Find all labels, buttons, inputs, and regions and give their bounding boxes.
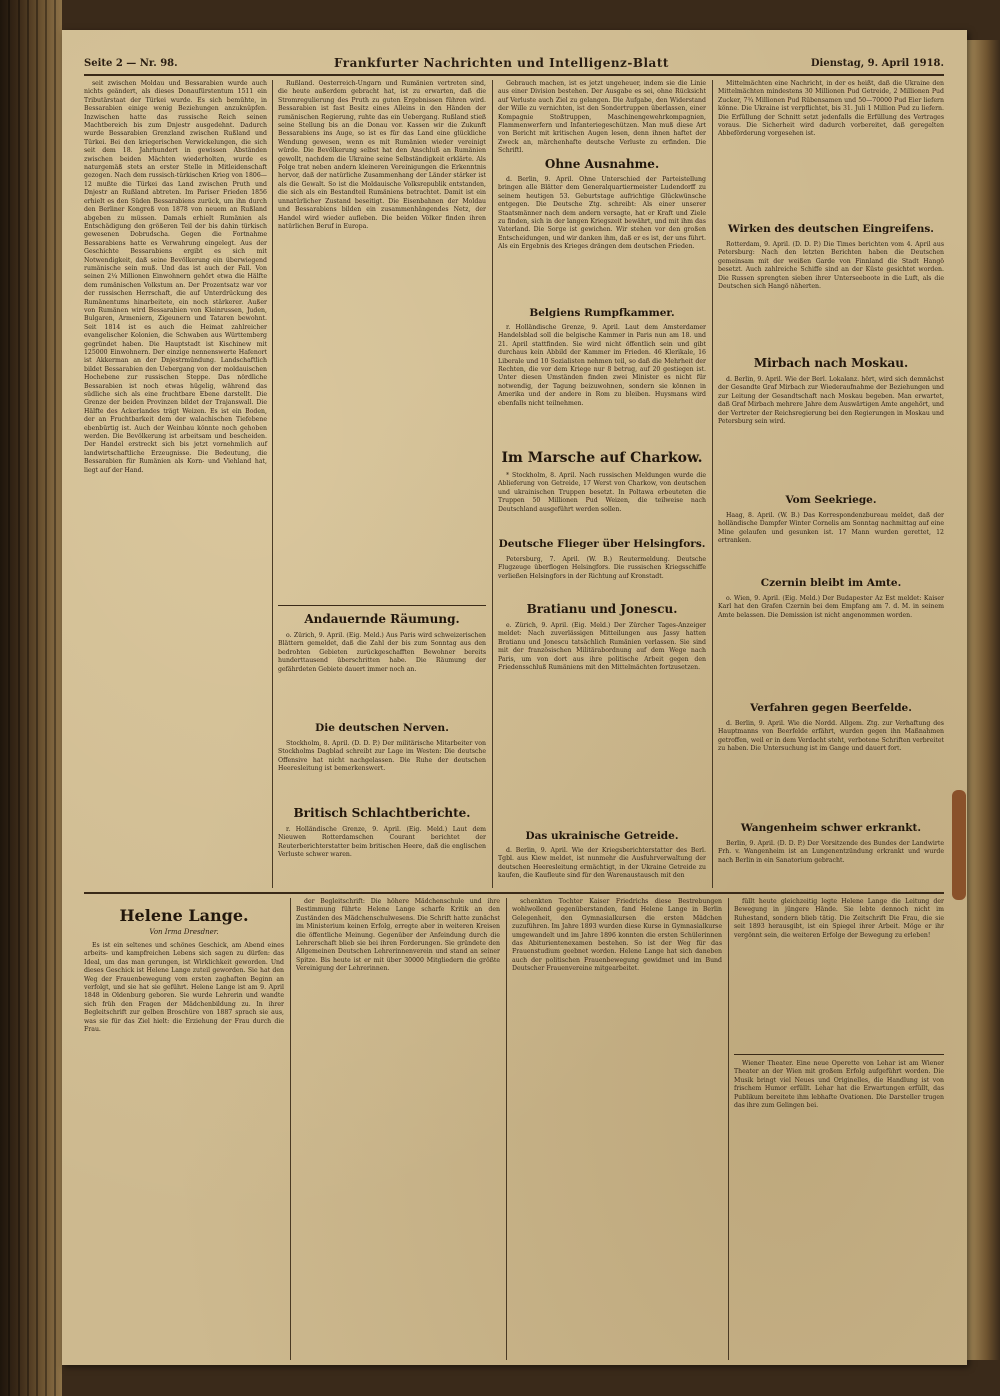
article-nerven: Stockholm, 8. April. (D. D. P.) Der militärische Mitarbeiter von Stockholms Dagblad schreibt zur Lage im Westen: Die deutsche Offensive hat nicht nachgelassen. Die Ruhe der deutschen Heeresleitung ist bemerkenswert. bbox=[278, 740, 486, 773]
headline-britisch: Britisch Schlachtberichte. bbox=[293, 806, 471, 820]
article-beerfelde: d. Berlin, 9. April. Wie die Nordd. Allgem. Ztg. zur Verhaftung des Hauptmanns von Beerfelde erfährt, wurden gegen ihn Maßnahmen getroffen, weil er in dem Verdacht steht, verbotene Schriften verbreitet zu haben. Die Untersuchung ist im Gange und dauert fort. bbox=[718, 720, 944, 753]
headline-eingreifen: Wirken des deutschen Eingreifens. bbox=[728, 223, 934, 235]
headline-seekriege: Vom Seekriege. bbox=[785, 494, 877, 506]
headline-mirbach: Mirbach nach Moskau. bbox=[753, 356, 909, 370]
headline-raeumung: Andauernde Räumung. bbox=[304, 612, 460, 626]
article-flieger: Petersburg, 7. April. (W. B.) Reutermeldung. Deutsche Flugzeuge überflogen Helsingfors. Die russischen Kriegsschiffe verließen Helsingfors in der Richtung auf Kronstadt. bbox=[498, 556, 706, 580]
column-2 bbox=[278, 80, 486, 600]
book-binding bbox=[0, 0, 62, 1396]
page-number: Seite 2 — Nr. 98. bbox=[84, 58, 178, 69]
feuilleton-col-2: der Begleitschrift: Die höhere Mädchenschule und ihre Bestimmung führte Helene Lange scharfe Kritik an den Zuständen des Mädchenschulwesens. Die Schrift hatte zunächst im Ministerium keinen Erfolg, erregte aber in weiteren Kreisen die öffentliche Meinung. Gegenüber der Anfeindung durch die Lehrerschaft blieb sie bei ihren Forderungen. Sie gründete den Allgemeinen Deutschen Lehrerinnenverein und stand an seiner Spitze. Bis heute ist er mit über 30000 Mitgliedern die größte Vereinigung der Lehrerinnen. bbox=[296, 898, 500, 973]
masthead: Frankfurter Nachrichten und Intelligenz-Blatt bbox=[334, 56, 669, 70]
headline-nerven: Die deutschen Nerven. bbox=[315, 722, 449, 734]
page-header bbox=[84, 56, 944, 76]
article-czernin: o. Wien, 9. April. (Eig. Meld.) Der Budapester Az Est meldet: Kaiser Karl hat den Grafen Czernin bei dem Empfang am 7. d. M. in seinem Amte belassen. Die Demission ist nicht angenommen worden. bbox=[718, 595, 944, 619]
article-mirbach: d. Berlin, 9. April. Wie der Berl. Lokalanz. hört, wird sich demnächst der Gesandte Graf Mirbach zur Wiederaufnahme der Beziehungen und zur Leitung der Gesandtschaft nach Moskau begeben. Man erwartet, daß Graf Mirbach mehrere Jahre dem Auswärtigen Amte angehört, und der Vertreter der Reichsregierung bei den Regierungen in Moskau und Petersburg sein wird. bbox=[718, 376, 944, 426]
article-seekriege: Haag, 8. April. (W. B.) Das Korrespondenzbureau meldet, daß der holländische Dampfer Winter Cornelis am Sonntag nachmittag auf eine Mine gelaufen und gesunken ist. 17 Mann wurden gerettet, 12 ertranken. bbox=[718, 512, 944, 545]
headline-bratianu: Bratianu und Jonescu. bbox=[526, 602, 678, 616]
feuilleton-col-3: schenkten Tochter Kaiser Friedrichs diese Bestrebungen wohlwollend gegenüberstanden, fand Helene Lange in Berlin Gelegenheit, den Gymnasialkursen die ersten Mädchen zuzuführen. Im Jahre 1893 wurden diese Kurse in Gymnasialkurse umgewandelt und im Jahre 1896 konnten die ersten Schülerinnen das Abiturientenexamen bestehen. So ist der Weg für das Frauenstudium geebnet worden. Helene Lange hat sich daneben auch der politischen Frauenbewegung gewidmet und im Bund Deutscher Frauenvereine mitgearbeitet. bbox=[512, 898, 722, 973]
headline-charkow: Im Marsche auf Charkow. bbox=[501, 450, 703, 466]
article-bratianu: e. Zürich, 9. April. (Eig. Meld.) Der Zürcher Tages-Anzeiger meldet: Nach zuverlässigen Mitteilungen aus Jassy hatten Bratianu und Jonescu tatsächlich Rumänien verlassen. Sie sind mit der französischen Militärabordnung auf dem Wege nach Paris, um von dort aus ihre politische Arbeit gegen den Friedensschluß Rumäniens mit den Mittelmächten fortzusetzen. bbox=[498, 622, 706, 672]
byline: Von Irma Dresdner. bbox=[149, 928, 219, 936]
headline-helene-lange: Helene Lange. bbox=[119, 906, 249, 925]
article-bessarabien-text: seit zwischen Moldau und Bessarabien wurde auch nichts geändert, als dieses Donaufürstentum 1511 ein Tributärstaat der Türkei wurde. Es sich bemühte, in Bessarabien einige wenig Beziehungen anzuknüpfen. Inzwischen hatte das russische Reich seinen Machtbereich bis zum Dnjestr ausgedehnt. Dadurch wurde Bessarabien Grenzland zwischen Rußland und Türkei. Bei den kriegerischen Verwickelungen, die sich seit dem 18. Jahrhundert in gewissen Abständen zwischen beiden Mächten wiederholten, wurde es naturgemäß stets an erster Stelle in Mitleidenschaft gezogen. Nach dem russisch-türkischen Krieg von 1806—12 mußte die Türkei das Land zwischen Pruth und Dnjestr an Rußland abtreten. Im Pariser Frieden 1856 erhielt es den Süden Bessarabiens zurück, um ihn durch den Berliner Kongreß von 1878 von neuem an Rußland abgeben zu müssen. Damals erhielt Rumänien als Entschädigung den größeren Teil der bis dahin türkisch gewesenen Dobrudscha. Gegen die Fortnahme Bessarabiens hatte es Verwahrung eingelegt. Aus der Geschichte Bessarabiens ergibt es sich mit Notwendigkeit, daß seine Bevölkerung ein überwiegend rumänische sein muß. Und das ist auch der Fall. Von seinen 2¼ Millionen Einwohnern gehört etwa die Hälfte dem rumänischen Volkstum an. Der Prozentsatz war vor der russischen Herrschaft, die auf Unterdrückung des Rumänentums hinarbeitete, ein noch stärkerer. Außer von Rumänen wird Bessarabien von Kleinrussen, Juden, Bulgaren, Armeniern, Zigeunern und Tataren bewohnt. Seit 1814 ist es auch die Heimat zahlreicher evangelischer Kolonien, die Schwaben aus Württemberg gegründet haben. Die Hauptstadt ist Kischinew mit 125000 Einwohnern. Der einzige nennenswerte Hafenort ist Akkerman an der Dnjestrmündung. Landschaftlich bildet Bessarabien den Uebergang von der moldauischen Hochebene zur russischen Steppe. Das nördliche Bessarabien ist noch etwas hügelig, während das südliche sich als eine fruchtbare Ebene darstellt. Die Grenze der beiden Provinzen bildet der Trajanswall. Die Hälfte des Ackerlandes trägt Weizen. Es ist ein Boden, der an Fruchtbarkeit dem der walachischen Tiefebene ebenbürtig ist. Auch der Weinbau könnte noch gehoben werden. Die Bevölkerung ist arbeitsam und bescheiden. Der Handel erstreckt sich bis jetzt vornehmlich auf landwirtschaftliche Erzeugnisse. Die Bedeutung, die Bessarabien für Rumänien als Korn- und Viehland hat, liegt auf der Hand. bbox=[84, 80, 267, 474]
article-wiener-theater: Wiener Theater. Eine neue Operette von Lehar ist am Wiener Theater an der Wien mit großem Erfolg aufgeführt worden. Die Musik bringt viel Neues und Originelles, die Handlung ist von frischem Humor erfüllt. Lehar hat die Erwartungen erfüllt, das Publikum bereitete ihm lebhafte Ovationen. Die Darsteller trugen das ihre zum Gelingen bei. bbox=[734, 1060, 944, 1110]
article-belgien: r. Holländische Grenze, 9. April. Laut dem Amsterdamer Handelsblad soll die belgische Kammer in Paris nun am 18. und 21. April stattfinden. Sie wird nicht öffentlich sein und gibt durchaus kein Abbild der Kammer im Frieden. 46 Klerikale, 16 Liberale und 10 Sozialisten nehmen teil, so daß die Mehrheit der Rechten, die vor dem Kriege nur 8 betrug, auf 20 gestiegen ist. Unter diesen Umständen finden zwei Minister es nicht für notwendig, der Tagung beizuwohnen, sondern sie können in Amerika und der andere in Rom zu bleiben. Huysmans wird ebenfalls nicht teilnehmen. bbox=[498, 324, 706, 407]
page-edge bbox=[967, 40, 1000, 1360]
feuilleton-separator bbox=[84, 892, 944, 894]
article-eingreifen: Rotterdam, 9. April. (D. D. P.) Die Times berichten vom 4. April aus Petersburg: Nach den letzten Berichten haben die Deutschen gemeinsam mit der weißen Garde von Finnland die Stadt Hangö besetzt. Auch zahlreiche Schiffe sind an der Küste gesichtet worden. Die Russen sprengten sieben ihrer Unterseeboote in die Luft, als die Deutschen sich Hangö näherten. bbox=[718, 241, 944, 291]
headline-wangenheim: Wangenheim schwer erkrankt. bbox=[740, 822, 922, 834]
headline-flieger: Deutsche Flieger über Helsingfors. bbox=[498, 538, 706, 550]
article-raeumung: o. Zürich, 9. April. (Eig. Meld.) Aus Paris wird schweizerischen Blättern gemeldet, daß die Zahl der bis zum Sonntag aus den bedrohten Gebieten zurückgeschafften Bewohner bereits hunderttausend überschritten habe. Die Räumung der gefährdeten Gebiete dauert immer noch an. bbox=[278, 632, 486, 673]
column-1 bbox=[84, 80, 267, 888]
article-getreide: d. Berlin, 9. April. Wie der Kriegsberichterstatter des Berl. Tgbl. aus Kiew meldet, ist nunmehr die Ausfuhrverwaltung der deutschen Heeresleitung ermächtigt, in der Ukraine Getreide zu kaufen, die Kaufleute sind für den Warenaustausch mit den bbox=[498, 847, 706, 880]
headline-czernin: Czernin bleibt im Amte. bbox=[760, 577, 902, 589]
feuilleton-col-4: füllt heute gleichzeitig legte Helene Lange die Leitung der Bewegung in jüngere Hände. Sie lebte dennoch nicht im Ruhestand, sondern blieb tätig. Die Zeitschrift Die Frau, die sie seit 1893 herausgibt, ist ein Spiegel ihrer Arbeit. Möge er ihr vergönnt sein, die weiteren Erfolge der Bewegung zu erleben! bbox=[734, 898, 944, 939]
article-ohne-ausnahme: d. Berlin, 9. April. Ohne Unterschied der Parteistellung bringen alle Blätter dem Generalquartiermeister Ludendorff zu seinem heutigen 53. Geburtstage aufrichtige Glückwünsche entgegen. Die Deutsche Ztg. schreibt: Als einer unserer Staatsmänner nach dem andern versagte, hat er Kraft und Ziele zu finden, sich in der langen Kriegszeit bewährt, und mit ihm das Vaterland. Die Sorge ist gewichen. Wir stehen vor den großen Entscheidungen, und wir danken ihm, daß er es ist, der uns führt. Als ein Ergebnis des Krieges drängen dem deutschen Frieden. bbox=[498, 176, 706, 251]
feuilleton-col-1: Es ist ein seltenes und schönes Geschick, am Abend eines arbeits- und kampfreichen Lebens sich sagen zu dürfen: das Ideal, um das man gerungen, ist Wirklichkeit geworden. Und dieses Geschick ist Helene Lange zuteil geworden. Sie hat den Weg der Frauenbewegung vom ersten zaghaften Beginn an verfolgt, und sie hat sie geführt. Helene Lange ist am 9. April 1848 in Oldenburg geboren. Sie wurde Lehrerin und wandte sich früh den Fragen der Mädchenbildung zu. In ihrer Begleitschrift zur gelben Broschüre von 1887 sprach sie aus, was sie für das Ziel hielt: die Erziehung der Frau durch die Frau. bbox=[84, 942, 284, 1034]
newspaper-page bbox=[62, 30, 967, 1365]
article-ukraine-lieferung: Mittelmächten eine Nachricht, in der es heißt, daß die Ukraine den Mittelmächten mindestens 30 Millionen Pud Getreide, 2 Millionen Pud Zucker, 7¾ Millionen Pud Rübensamen und 50—70000 Pud Eier liefern könne. Die Ukraine ist verpflichtet, bis 31. Juli 1 Million Pud zu liefern. Die Erfüllung der Schnitt setzt jedenfalls die Erfüllung des Vertrages voraus. Die Sicherheit wird dadurch vorbereitet, daß geregelten Abbeförderung vorgesehen ist. bbox=[718, 80, 944, 138]
article-wangenheim: Berlin, 9. April. (D. D. P.) Der Vorsitzende des Bundes der Landwirte Frh. v. Wangenheim ist an Lungenentzündung erkrankt und wurde nach Berlin in ein Sanatorium gebracht. bbox=[718, 840, 944, 864]
article-bessarabien-cont: Rußland. Oesterreich-Ungarn und Rumänien vertreten sind, die heute außerdem gebracht hat, ist zu erwarten, daß die Stromregulierung des Pruth zu guten Ergebnissen führen wird. Bessarabien ist fast Besitz eines Alleins in den Händen der rumänischen Regierung, ruhte das ein Uebergang. Rußland stieß seine Stellung bis an die Donau vor. Kassen wir die Zukunft Bessarabiens ins Auge, so ist es für das Land eine glückliche Wendung gewesen, wenn es mit Rumänien wieder vereinigt würde. Die Bevölkerung selbst hat den Anschluß an Rumänien gewollt, nachdem die Ukraine seine Selbständigkeit erklärte. Als Folge trat neben andern kleineren Vereinigungen die Erkenntnis hervor, daß der natürliche Zusammenhang der Länder stärker ist als die Gewalt. So ist die Moldauische Volksrepublik entstanden, die sich als ein Bestandteil Rumäniens betrachtet. Damit ist ein unnatürlicher Zustand beseitigt. Die Eisenbahnen der Moldau und Bessarabiens bilden ein zusammenhängendes Netz, der Handel wird wieder aufleben. Die beiden Völker finden ihren natürlichen Beruf in Europa. bbox=[278, 80, 486, 230]
headline-belgien: Belgiens Rumpfkammer. bbox=[529, 307, 675, 319]
issue-date: Dienstag, 9. April 1918. bbox=[810, 58, 944, 69]
headline-ohne-ausnahme: Ohne Ausnahme. bbox=[544, 157, 660, 171]
tape-stain bbox=[952, 790, 966, 900]
headline-beerfelde: Verfahren gegen Beerfelde. bbox=[750, 702, 912, 714]
article-charkow: * Stockholm, 8. April. Nach russischen Meldungen wurde die Ablieferung von Getreide, 17 Werst von Charkow, von deutschen und ukrainischen Truppen besetzt. In Poltawa erbeuteten die Truppen 50 Millionen Pud Weizen, die teilweise nach Deutschland ausgeführt werden sollen. bbox=[498, 472, 706, 513]
article-britisch: r. Holländische Grenze, 9. April. (Eig. Meld.) Laut dem Nieuwen Rotterdamschen Courant berichtet der Reuterberichterstatter beim britischen Heere, daß die englischen Verluste schwer waren. bbox=[278, 826, 486, 859]
headline-getreide: Das ukrainische Getreide. bbox=[525, 830, 679, 842]
article-verluste: Gebrauch machen, ist es jetzt ungeheuer, indem sie die Linie aus einer Division bestehen. Der Ausgabe es sei, ohne Rücksicht auf Verluste auch Ziel zu gelangen. Die Aufgabe, den Widerstand der Wille zu vernichten, ist den Sondertruppen überlassen, einer Kompagnie Stoßtruppen, Maschinengewehrkompagnien, Flammenwerfern und Infanteriegeschützen. Man muß diese Art von Bericht mit kritischen Augen lesen, denn ihnen haftet der Zweck an, märchenhafte deutsche Verluste zu erfinden. Die Schriftl. bbox=[498, 80, 706, 155]
